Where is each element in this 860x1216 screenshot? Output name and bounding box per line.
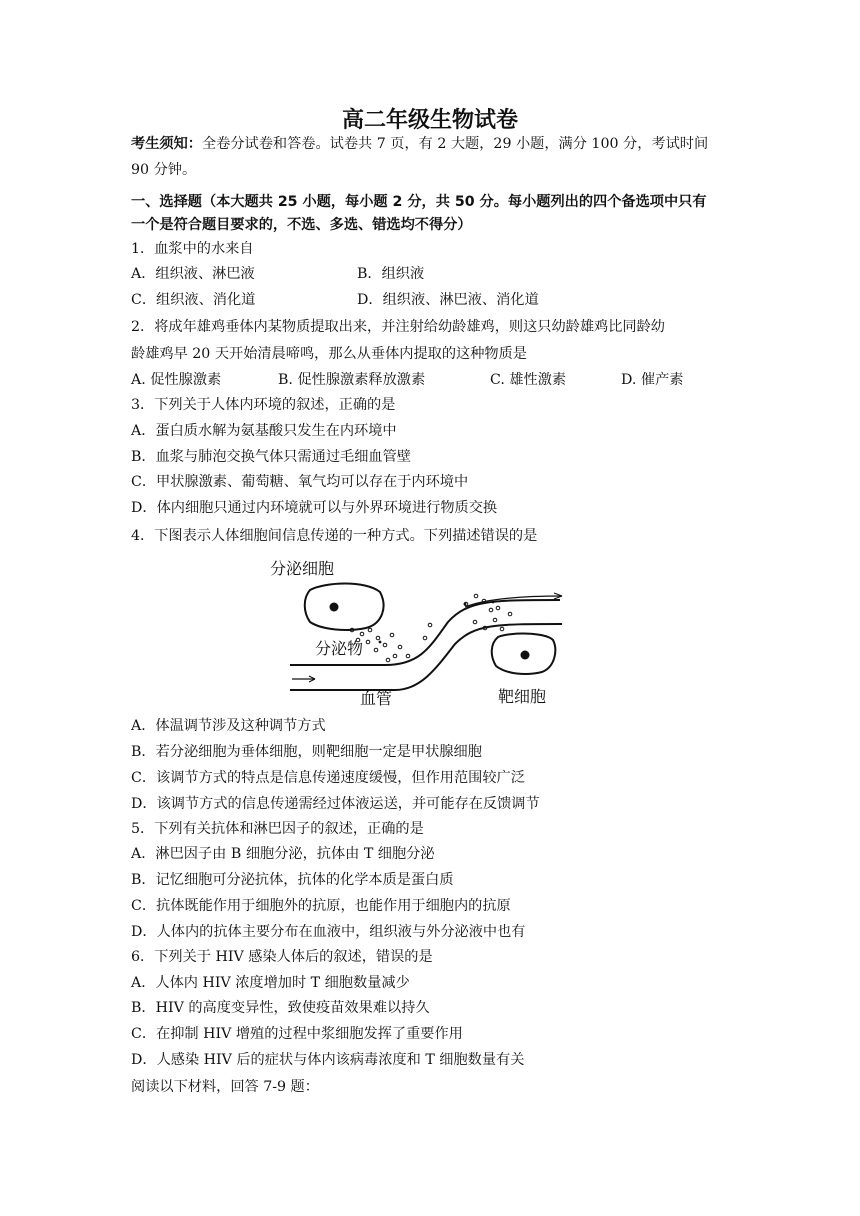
q4-option-a: A．体温调节涉及这种调节方式 [131,718,326,734]
notice-line-2: 90 分钟。 [131,162,197,178]
q2-stem-line-1: 2．将成年雄鸡垂体内某物质提取出来，并注射给幼龄雄鸡，则这只幼龄雄鸡比同龄幼 [131,319,665,335]
q3-option-a: A．蛋白质水解为氨基酸只发生在内环境中 [131,423,397,439]
q3-option-b: B．血浆与肺泡交换气体只需通过毛细血管壁 [131,449,411,465]
q4-option-b: B．若分泌细胞为垂体细胞，则靶细胞一定是甲状腺细胞 [131,744,482,760]
label-target-cell: 靶细胞 [498,687,547,706]
q1-option-d: D．组织液、淋巴液、消化道 [357,292,539,308]
q1-option-b: B．组织液 [357,266,425,282]
q4-stem: 4．下图表示人体细胞间信息传递的一种方式。下列描述错误的是 [131,528,538,544]
notice-line-1 [131,134,708,154]
cell-signaling-figure [270,552,570,712]
q1-option-c: C．组织液、消化道 [131,292,256,308]
label-secreting-cell: 分泌细胞 [270,559,335,578]
section-heading-line-2: 一个是符合题目要求的，不选、多选、错选均不得分） [131,217,472,233]
q5-option-d: D．人体内的抗体主要分布在血液中，组织液与外分泌液中也有 [131,924,526,940]
q3-option-c: C．甲状腺激素、葡萄糖、氧气均可以存在于内环境中 [131,474,469,490]
q2-option-c: C. 雄性激素 [490,372,567,388]
q4-option-c: C．该调节方式的特点是信息传递速度缓慢，但作用范围较广泛 [131,770,525,786]
label-vessel: 血管 [360,689,393,708]
q6-option-b: B．HIV 的高度变异性，致使疫苗效果难以持久 [131,1000,430,1016]
q3-stem: 3．下列关于人体内环境的叙述，正确的是 [131,397,396,413]
q1-option-a: A．组织液、淋巴液 [131,266,255,282]
section-heading-line-1: 一、选择题（本大题共 25 小题，每小题 2 分，共 50 分。每小题列出的四个备选项中只有 [131,194,707,210]
q6-stem: 6．下列关于 HIV 感染人体后的叙述，错误的是 [131,949,433,965]
q2-option-d: D. 催产素 [621,372,684,388]
q6-option-d: D．人感染 HIV 后的症状与体内该病毒浓度和 T 细胞数量有关 [131,1052,525,1068]
q1-stem: 1．血浆中的水来自 [131,241,254,257]
notice-text: 全卷分试卷和答卷。试卷共 7 页，有 2 大题，29 小题，满分 100 分，考试时间 [201,136,709,152]
q5-option-c: C．抗体既能作用于细胞外的抗原，也能作用于细胞内的抗原 [131,898,511,914]
q6-option-a: A．人体内 HIV 浓度增加时 T 细胞数量减少 [131,975,410,991]
reading-instruction: 阅读以下材料，回答 7-9 题： [131,1079,319,1095]
notice-label: 考生须知： [131,136,202,152]
secreting-cell-nucleus [330,603,339,612]
q2-option-a: A. 促性腺激素 [131,372,222,388]
q3-option-d: D．体内细胞只通过内环境就可以与外界环境进行物质交换 [131,500,498,516]
q2-stem-line-2: 龄雄鸡早 20 天开始清晨啼鸣，那么从垂体内提取的这种物质是 [131,346,527,362]
label-secretion: 分泌物 [315,639,364,658]
q4-option-d: D．该调节方式的信息传递需经过体液运送，并可能存在反馈调节 [131,796,540,812]
secreting-cell [305,584,384,631]
page-title: 高二年级生物试卷 [341,108,518,133]
q5-option-b: B．记忆细胞可分泌抗体，抗体的化学本质是蛋白质 [131,872,454,888]
q6-option-c: C．在抑制 HIV 增殖的过程中浆细胞发挥了重要作用 [131,1026,463,1042]
q2-option-b: B. 促性腺激素释放激素 [278,372,426,388]
q5-stem: 5．下列有关抗体和淋巴因子的叙述，正确的是 [131,821,424,837]
q5-option-a: A．淋巴因子由 B 细胞分泌，抗体由 T 细胞分泌 [131,846,435,862]
target-cell-nucleus [521,651,530,660]
